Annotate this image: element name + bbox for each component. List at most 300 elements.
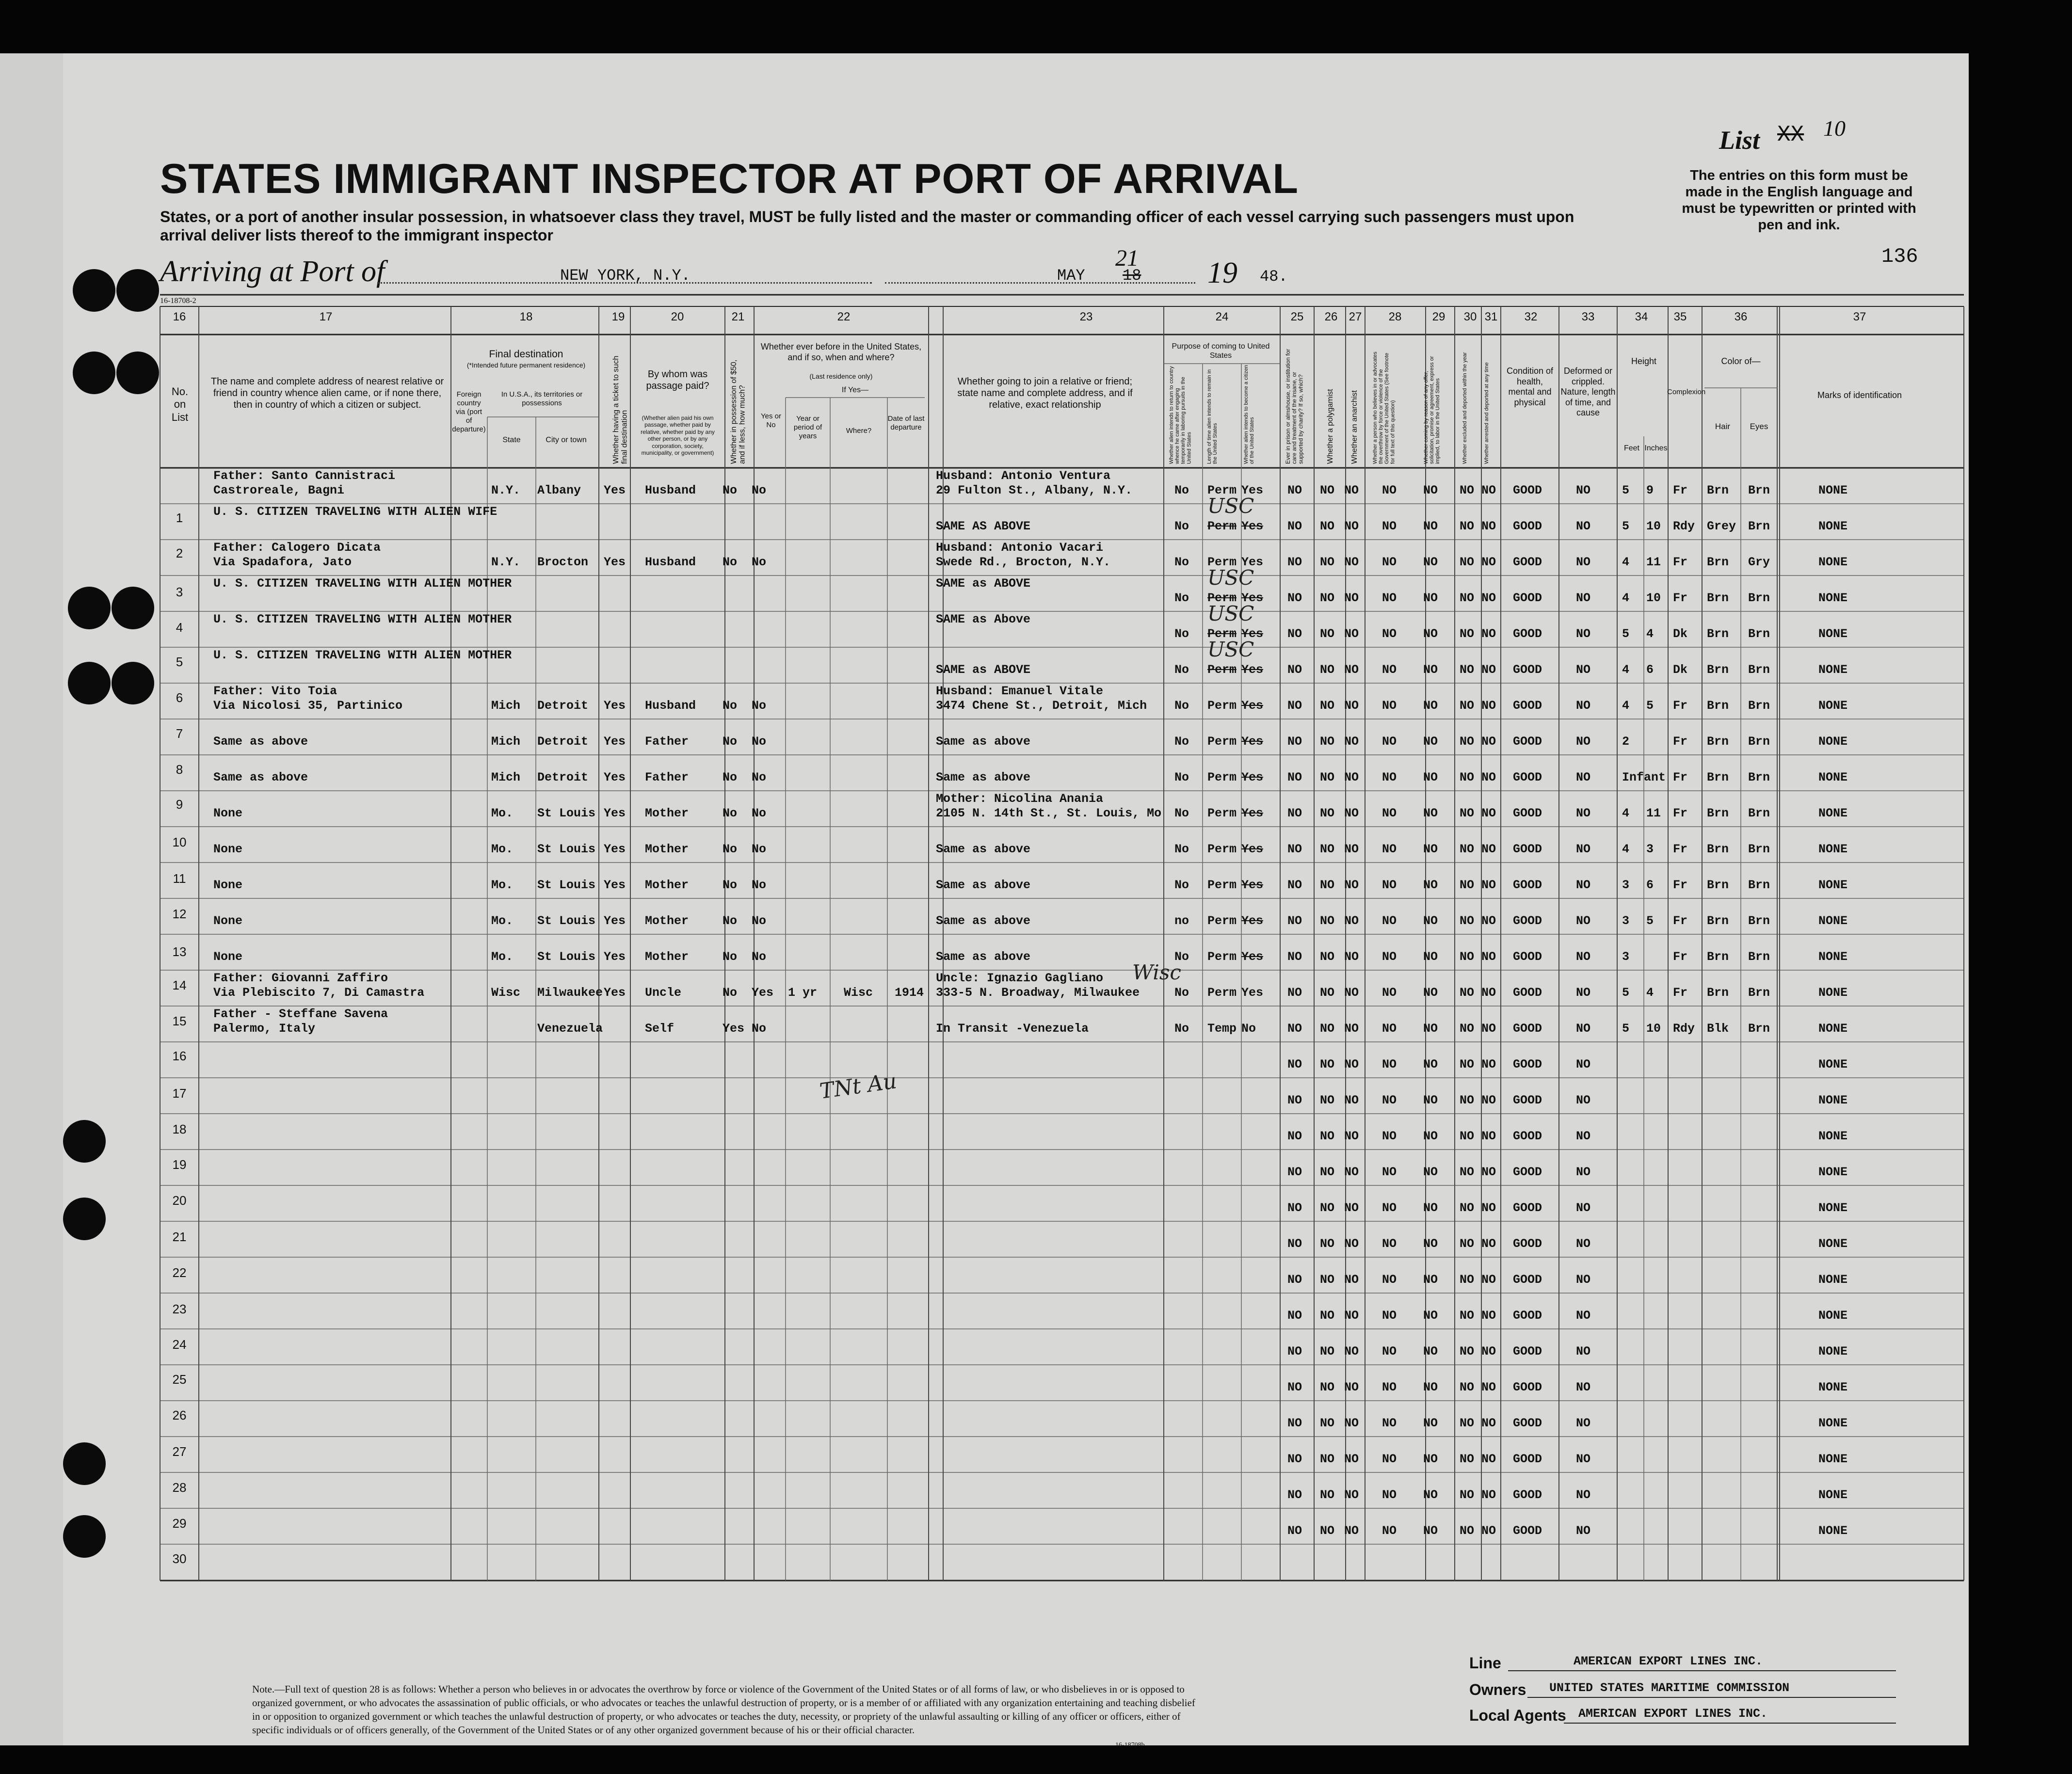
deformed-value: NO (1576, 878, 1591, 892)
prison-value: NO (1287, 735, 1302, 749)
handwritten-annotation: Wisc (1132, 960, 1181, 984)
arriving-label: Arriving at Port of (160, 255, 385, 288)
hair-color: Brn (1707, 878, 1729, 892)
hair-color: Grey (1707, 519, 1736, 533)
purpose-citizen: Yes (1241, 735, 1264, 749)
polygamist-value: NO (1320, 1201, 1335, 1215)
marks-value: NONE (1818, 1524, 1848, 1538)
joining-line-1: SAME as ABOVE (936, 576, 1031, 591)
purpose-length: Perm (1207, 483, 1237, 497)
marks-value: NONE (1818, 1380, 1848, 1394)
labor-offer-value: NO (1423, 1309, 1438, 1323)
labor-offer-value: NO (1423, 699, 1438, 713)
purpose-length: Perm (1207, 663, 1237, 677)
header-complexion: Complexion (1667, 388, 1706, 396)
deformed-value: NO (1576, 627, 1591, 641)
overthrow-value: NO (1382, 1237, 1397, 1251)
deformed-value: NO (1576, 1452, 1591, 1466)
excluded-value: NO (1460, 1165, 1475, 1179)
deformed-value: NO (1576, 1057, 1591, 1071)
excluded-value: NO (1460, 1452, 1475, 1466)
height-feet: Infant (1622, 770, 1666, 784)
money-value: Yes (723, 1022, 745, 1036)
relative-line-2: Via Spadafora, Jato (213, 555, 352, 569)
relative-line-2: None (213, 950, 243, 964)
money-value: No (723, 914, 738, 928)
excluded-value: NO (1460, 555, 1475, 569)
eye-color: Brn (1748, 950, 1770, 964)
header-if-yes: If Yes— (841, 386, 869, 394)
excluded-value: NO (1460, 1488, 1475, 1502)
hair-color: Brn (1707, 914, 1729, 928)
purpose-citizen: Yes (1241, 986, 1264, 1000)
ticket-value: Yes (604, 555, 626, 569)
eye-color: Brn (1748, 663, 1770, 677)
relative-line-1: Father: Vito Toia (213, 684, 337, 698)
anarchist-value: NO (1344, 806, 1359, 820)
excluded-value: NO (1460, 519, 1475, 533)
overthrow-value: NO (1382, 1273, 1397, 1287)
header-ever-before: Whether ever before in the United States, and if so, when and where? (760, 342, 922, 362)
anarchist-value: NO (1344, 663, 1359, 677)
column-number: 19 (611, 310, 625, 323)
health-value: GOOD (1513, 699, 1542, 713)
page-title: STATES IMMIGRANT INSPECTOR AT PORT OF ARRIVAL (160, 156, 1299, 202)
height-inches: 5 (1646, 914, 1654, 928)
row-number: 8 (176, 762, 183, 777)
header-labor-offer: Whether coming by reason of any offer, solicitation, promise or agreement, express or implied, to labor in the United States (1423, 356, 1441, 464)
polygamist-value: NO (1320, 806, 1335, 820)
height-inches: 4 (1646, 986, 1654, 1000)
header-years: Year or period of years (793, 415, 822, 440)
overthrow-value: NO (1382, 1201, 1397, 1215)
arrested-value: NO (1481, 1237, 1496, 1251)
marks-value: NONE (1818, 1452, 1848, 1466)
anarchist-value: NO (1344, 1344, 1359, 1358)
arrested-value: NO (1481, 1309, 1496, 1323)
purpose-citizen: Yes (1241, 591, 1264, 605)
arrival-day-handwritten: 21 (1115, 245, 1139, 271)
paid-by: Husband (645, 555, 696, 569)
purpose-length: Perm (1207, 770, 1237, 784)
overthrow-value: NO (1382, 1488, 1397, 1502)
row-number: 1 (176, 511, 183, 525)
deformed-value: NO (1576, 1344, 1591, 1358)
prison-value: NO (1287, 1416, 1302, 1430)
labor-offer-value: NO (1423, 986, 1438, 1000)
purpose-citizen: Yes (1241, 770, 1264, 784)
prison-value: NO (1287, 1488, 1302, 1502)
column-number: 33 (1581, 310, 1595, 323)
overthrow-value: NO (1382, 1344, 1397, 1358)
anarchist-value: NO (1344, 1237, 1359, 1251)
excluded-value: NO (1460, 770, 1475, 784)
purpose-citizen: Yes (1241, 842, 1264, 856)
row-number: 24 (172, 1337, 187, 1352)
purpose-return: No (1174, 591, 1189, 605)
purpose-length: Perm (1207, 735, 1237, 749)
ticket-value: Yes (604, 842, 626, 856)
height-feet: 4 (1622, 555, 1630, 569)
excluded-value: NO (1460, 878, 1475, 892)
marks-value: NONE (1818, 878, 1848, 892)
column-number: 26 (1324, 310, 1338, 323)
labor-offer-value: NO (1423, 519, 1438, 533)
anarchist-value: NO (1344, 627, 1359, 641)
prison-value: NO (1287, 483, 1302, 497)
deformed-value: NO (1576, 914, 1591, 928)
ever-before-value: No (752, 878, 767, 892)
header-purpose-length: Length of time alien intends to remain in the United States (1206, 369, 1219, 464)
purpose-return: No (1174, 699, 1189, 713)
excluded-value: NO (1460, 1022, 1475, 1036)
header-inches: Inches (1644, 444, 1668, 452)
margin-scrawl: TNt Au (818, 1069, 899, 1104)
prison-value: NO (1287, 986, 1302, 1000)
marks-value: NONE (1818, 1416, 1848, 1430)
polygamist-value: NO (1320, 878, 1335, 892)
header-marks: Marks of identification (1817, 390, 1902, 400)
complexion-value: Fr (1673, 842, 1688, 856)
column-number: 23 (1079, 310, 1093, 323)
column-number: 16 (173, 310, 186, 323)
purpose-return: No (1174, 519, 1189, 533)
joining-line-2: Same as above (936, 735, 1031, 749)
prison-value: NO (1287, 1093, 1302, 1107)
deformed-value: NO (1576, 591, 1591, 605)
labor-offer-value: NO (1423, 1344, 1438, 1358)
marks-value: NONE (1818, 1488, 1848, 1502)
deformed-value: NO (1576, 770, 1591, 784)
dest-city: St Louis (537, 950, 596, 964)
purpose-citizen: Yes (1241, 699, 1264, 713)
arrested-value: NO (1481, 1093, 1496, 1107)
row-number: 23 (172, 1302, 187, 1316)
marks-value: NONE (1818, 1237, 1848, 1251)
row-number: 11 (173, 871, 186, 886)
handwritten-annotation: USC (1207, 566, 1254, 590)
row-number: 26 (172, 1408, 187, 1422)
overthrow-value: NO (1382, 627, 1397, 641)
header-by-whom-note: (Whether alien paid his own passage, whether paid by relative, whether paid by any other person, or by any corporation, society, municipality, or government) (641, 415, 715, 456)
list-label: List (1719, 126, 1760, 155)
ever-before-value: No (752, 842, 767, 856)
height-inches: 5 (1646, 699, 1654, 713)
purpose-return: No (1174, 806, 1189, 820)
departure-date: 1914 (895, 986, 924, 1000)
header-where: Where? (846, 427, 872, 435)
health-value: GOOD (1513, 1273, 1542, 1287)
polygamist-value: NO (1320, 1165, 1335, 1179)
joining-line-2: 3474 Chene St., Detroit, Mich (936, 699, 1147, 713)
height-feet: 5 (1622, 986, 1630, 1000)
header-hair: Hair (1715, 422, 1731, 431)
relative-line-2: Palermo, Italy (213, 1022, 316, 1036)
joining-line-1: Uncle: Ignazio Gagliano (936, 971, 1104, 985)
arrested-value: NO (1481, 1022, 1496, 1036)
row-number: 7 (176, 726, 183, 741)
labor-offer-value: NO (1423, 663, 1438, 677)
overthrow-value: NO (1382, 663, 1397, 677)
joining-line-2: Same as above (936, 770, 1031, 784)
marks-value: NONE (1818, 483, 1848, 497)
labor-offer-value: NO (1423, 1057, 1438, 1071)
header-height: Height (1631, 356, 1657, 366)
labor-offer-value: NO (1423, 1201, 1438, 1215)
arrested-value: NO (1481, 950, 1496, 964)
relative-line-2: None (213, 806, 243, 820)
excluded-value: NO (1460, 1380, 1475, 1394)
height-inches: 10 (1646, 591, 1661, 605)
overthrow-value: NO (1382, 914, 1397, 928)
height-inches: 3 (1646, 842, 1654, 856)
complexion-value: Fr (1673, 878, 1688, 892)
eye-color: Brn (1748, 735, 1770, 749)
row-number: 3 (176, 585, 183, 599)
polygamist-value: NO (1320, 1380, 1335, 1394)
complexion-value: Fr (1673, 555, 1688, 569)
row-number: 16 (172, 1049, 187, 1063)
hair-color: Brn (1707, 699, 1729, 713)
arrested-value: NO (1481, 627, 1496, 641)
column-number: 34 (1635, 310, 1648, 323)
height-inches: 6 (1646, 878, 1654, 892)
marks-value: NONE (1818, 1022, 1848, 1036)
polygamist-value: NO (1320, 483, 1335, 497)
arrested-value: NO (1481, 914, 1496, 928)
anarchist-value: NO (1344, 878, 1359, 892)
prison-value: NO (1287, 1165, 1302, 1179)
arrested-value: NO (1481, 483, 1496, 497)
purpose-return: No (1174, 555, 1189, 569)
marks-value: NONE (1818, 770, 1848, 784)
excluded-value: NO (1460, 1093, 1475, 1107)
overthrow-value: NO (1382, 950, 1397, 964)
ticket-value: Yes (604, 986, 626, 1000)
labor-offer-value: NO (1423, 483, 1438, 497)
purpose-citizen: Yes (1241, 878, 1264, 892)
height-inches: 9 (1646, 483, 1654, 497)
year-prefix: 19 (1207, 256, 1237, 289)
labor-offer-value: NO (1423, 1093, 1438, 1107)
money-value: No (723, 806, 738, 820)
column-number: 37 (1853, 310, 1866, 323)
marks-value: NONE (1818, 1057, 1848, 1071)
owners-label: Owners (1469, 1681, 1526, 1698)
purpose-return: No (1174, 627, 1189, 641)
header-final-destination: Final destination (489, 349, 563, 360)
marks-value: NONE (1818, 1093, 1848, 1107)
overthrow-value: NO (1382, 591, 1397, 605)
complexion-value: Fr (1673, 591, 1688, 605)
prison-value: NO (1287, 806, 1302, 820)
height-feet: 5 (1622, 483, 1630, 497)
paid-by: Mother (645, 914, 689, 928)
anarchist-value: NO (1344, 1165, 1359, 1179)
relative-line-2: Castroreale, Bagni (213, 483, 345, 497)
health-value: GOOD (1513, 483, 1542, 497)
purpose-length: Perm (1207, 914, 1237, 928)
complexion-value: Rdy (1673, 1022, 1695, 1036)
overthrow-value: NO (1382, 1309, 1397, 1323)
labor-offer-value: NO (1423, 1452, 1438, 1466)
labor-offer-value: NO (1423, 1416, 1438, 1430)
hair-color: Brn (1707, 986, 1729, 1000)
relative-line-1: Father - Steffane Savena (213, 1007, 388, 1021)
row-number: 25 (172, 1372, 187, 1387)
overthrow-value: NO (1382, 1093, 1397, 1107)
prison-value: NO (1287, 1237, 1302, 1251)
anarchist-value: NO (1344, 1452, 1359, 1466)
column-number: 32 (1524, 310, 1538, 323)
relative-line-1: U. S. CITIZEN TRAVELING WITH ALIEN MOTHER (213, 576, 512, 591)
eye-color: Brn (1748, 770, 1770, 784)
dest-city: Detroit (537, 735, 589, 749)
purpose-return: No (1174, 878, 1189, 892)
complexion-value: Fr (1673, 914, 1688, 928)
header-feet: Feet (1623, 444, 1639, 452)
health-value: GOOD (1513, 1452, 1542, 1466)
anarchist-value: NO (1344, 1057, 1359, 1071)
purpose-return: No (1174, 950, 1189, 964)
polygamist-value: NO (1320, 950, 1335, 964)
eye-color: Brn (1748, 878, 1770, 892)
marks-value: NONE (1818, 1344, 1848, 1358)
deformed-value: NO (1576, 986, 1591, 1000)
polygamist-value: NO (1320, 627, 1335, 641)
marks-value: NONE (1818, 842, 1848, 856)
hair-color: Brn (1707, 770, 1729, 784)
height-feet: 4 (1622, 842, 1630, 856)
excluded-value: NO (1460, 627, 1475, 641)
health-value: GOOD (1513, 663, 1542, 677)
purpose-length: Perm (1207, 699, 1237, 713)
anarchist-value: NO (1344, 1309, 1359, 1323)
header-usa-territories: In U.S.A., its territories or possessions (501, 390, 583, 407)
language-notice: The entries on this form must be made in the English language and must be typewritten or printed with pen and ink. (1682, 168, 1916, 233)
form-code-bottom: 16-18708b (1115, 1742, 1145, 1749)
ticket-value: Yes (604, 950, 626, 964)
purpose-citizen: Yes (1241, 806, 1264, 820)
height-feet: 5 (1622, 1022, 1630, 1036)
page-number: 136 (1881, 245, 1918, 268)
relative-line-1: Father: Santo Cannistraci (213, 469, 396, 483)
money-value: No (723, 555, 738, 569)
arrested-value: NO (1481, 1057, 1496, 1071)
ever-before-value: No (752, 770, 767, 784)
arrested-value: NO (1481, 1273, 1496, 1287)
arrival-port: NEW YORK, N.Y. (560, 267, 691, 285)
row-number: 27 (172, 1444, 187, 1459)
page-subtitle: States, or a port of another insular possession, in whatsoever class they travel, MUST be fully listed and the master or commanding officer of each vessel carrying such passengers must upon arrival deliver lists thereof to the immigrant inspector (160, 208, 1574, 244)
header-polygamist: Whether a polygamist (1326, 389, 1334, 464)
anarchist-value: NO (1344, 914, 1359, 928)
deformed-value: NO (1576, 1273, 1591, 1287)
health-value: GOOD (1513, 555, 1542, 569)
anarchist-value: NO (1344, 483, 1359, 497)
excluded-value: NO (1460, 986, 1475, 1000)
arrested-value: NO (1481, 1524, 1496, 1538)
ticket-value: Yes (604, 770, 626, 784)
header-ever-before-note: (Last residence only) (809, 372, 873, 380)
labor-offer-value: NO (1423, 735, 1438, 749)
excluded-value: NO (1460, 1057, 1475, 1071)
anarchist-value: NO (1344, 555, 1359, 569)
purpose-return: No (1174, 663, 1189, 677)
labor-offer-value: NO (1423, 1237, 1438, 1251)
row-number: 9 (176, 797, 183, 812)
labor-offer-value: NO (1423, 950, 1438, 964)
deformed-value: NO (1576, 1524, 1591, 1538)
header-yes-no: Yes or No (761, 412, 781, 429)
anarchist-value: NO (1344, 1022, 1359, 1036)
polygamist-value: NO (1320, 735, 1335, 749)
prison-value: NO (1287, 1129, 1302, 1143)
row-number: 28 (172, 1480, 187, 1495)
overthrow-value: NO (1382, 986, 1397, 1000)
labor-offer-value: NO (1423, 878, 1438, 892)
owners-value: UNITED STATES MARITIME COMMISSION (1549, 1681, 1790, 1695)
eye-color: Brn (1748, 591, 1770, 605)
header-money: Whether in possession of $50, and if less, how much? (730, 359, 747, 464)
purpose-length: Perm (1207, 950, 1237, 964)
labor-offer-value: NO (1423, 555, 1438, 569)
prison-value: NO (1287, 591, 1302, 605)
anarchist-value: NO (1344, 735, 1359, 749)
health-value: GOOD (1513, 950, 1542, 964)
complexion-value: Fr (1673, 770, 1688, 784)
purpose-length: Perm (1207, 591, 1237, 605)
deformed-value: NO (1576, 1093, 1591, 1107)
row-number: 2 (176, 546, 183, 560)
eye-color: Brn (1748, 842, 1770, 856)
agents-label: Local Agents (1469, 1707, 1566, 1724)
dest-city: Milwaukee (537, 986, 603, 1000)
overthrow-value: NO (1382, 1380, 1397, 1394)
deformed-value: NO (1576, 842, 1591, 856)
complexion-value: Dk (1673, 627, 1688, 641)
column-number: 22 (837, 310, 851, 323)
health-value: GOOD (1513, 1344, 1542, 1358)
health-value: GOOD (1513, 591, 1542, 605)
polygamist-value: NO (1320, 1022, 1335, 1036)
header-joining: Whether going to join a relative or friend; state name and complete address, and if relative, exact relationship (957, 376, 1133, 410)
health-value: GOOD (1513, 1380, 1542, 1394)
deformed-value: NO (1576, 950, 1591, 964)
relative-line-1: Father: Calogero Dicata (213, 541, 381, 555)
dest-state: N.Y. (491, 555, 521, 569)
excluded-value: NO (1460, 842, 1475, 856)
money-value: No (723, 986, 738, 1000)
ticket-value: Yes (604, 699, 626, 713)
purpose-length: Perm (1207, 806, 1237, 820)
header-overthrow: Whether a person who believes in or advocates the overthrow by force or violence of the Government of the United States (See footnote for full text of this question) (1372, 352, 1396, 464)
prison-value: NO (1287, 1057, 1302, 1071)
polygamist-value: NO (1320, 1309, 1335, 1323)
marks-value: NONE (1818, 555, 1848, 569)
excluded-value: NO (1460, 591, 1475, 605)
dest-city: Detroit (537, 770, 589, 784)
joining-line-1: SAME as Above (936, 612, 1031, 626)
polygamist-value: NO (1320, 699, 1335, 713)
polygamist-value: NO (1320, 519, 1335, 533)
height-inches: 10 (1646, 519, 1661, 533)
purpose-citizen: No (1241, 1022, 1256, 1036)
eye-color: Gry (1748, 555, 1770, 569)
money-value: No (723, 483, 738, 497)
column-number: 31 (1484, 310, 1498, 323)
dest-state: Mo. (491, 842, 514, 856)
